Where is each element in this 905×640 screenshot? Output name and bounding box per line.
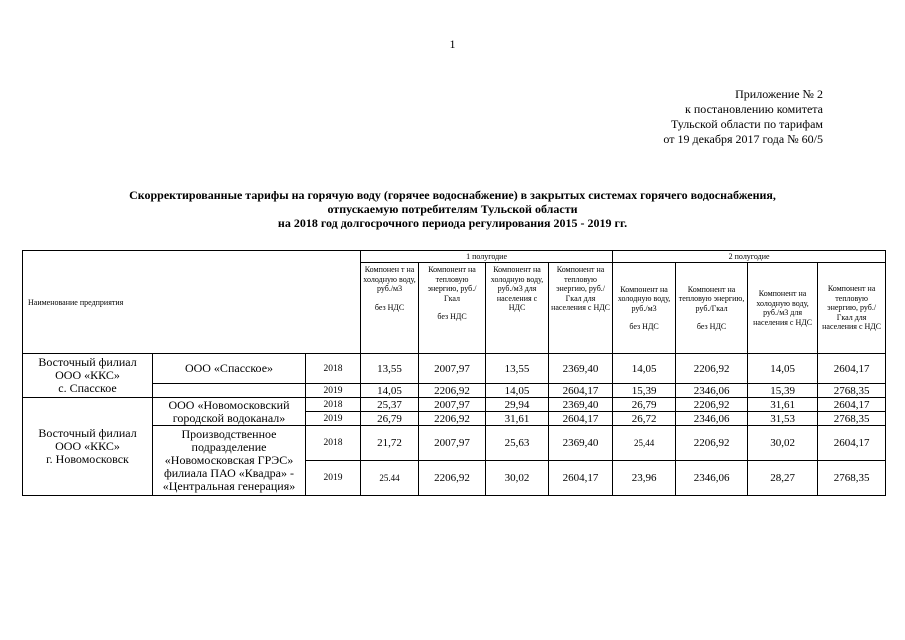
branch-line: Восточный филиал: [38, 355, 137, 369]
value-cell: 26,79: [613, 398, 676, 412]
h1-cold-water-pop-header: Компонент на холодную воду, руб./м3 для населения с НДС: [486, 263, 549, 354]
table-row: [23, 354, 886, 384]
header-text: Компонент на тепловую энергию, руб./Гкал: [678, 284, 745, 313]
header-note: без НДС: [437, 312, 467, 321]
value-cell: 2768,35: [818, 412, 886, 426]
value-cell: 30,02: [748, 426, 818, 461]
value-cell: 2206,92: [419, 461, 486, 496]
value-cell: 2007,97: [419, 354, 486, 384]
value-cell: 2768,35: [818, 384, 886, 398]
appendix-line: от 19 декабря 2017 года № 60/5: [663, 132, 823, 146]
value-cell: 29,94: [486, 398, 549, 412]
table-row: [23, 398, 886, 412]
first-half-header: 1 полугодие: [361, 251, 613, 263]
second-half-header: 2 полугодие: [613, 251, 886, 263]
value-cell: 26,72: [613, 412, 676, 426]
value-cell: 31,53: [748, 412, 818, 426]
subsidiary-line: «Центральная генерация»: [162, 479, 296, 493]
value-cell: 31,61: [486, 412, 549, 426]
h1-cold-water-header: [361, 263, 419, 354]
value-cell: 2369,40: [549, 426, 613, 461]
page-number: 1: [449, 37, 456, 51]
value-cell: 13,55: [361, 354, 419, 384]
table-row: [23, 426, 886, 461]
h2-heat-pop-header: Компонент на тепловую энергию, руб./Гкал для населения с НДС: [818, 263, 886, 354]
value-cell: 2206,92: [676, 398, 748, 412]
value-cell: 23,96: [613, 461, 676, 496]
value-cell: 2604,17: [818, 398, 886, 412]
value-cell: 25,37: [361, 398, 419, 412]
subsidiary-line: Производственное: [181, 427, 277, 441]
value-cell: 25,63: [486, 426, 549, 461]
branch-name: [23, 354, 153, 398]
subsidiary-name: [153, 426, 306, 496]
year-cell: 2019: [306, 412, 361, 426]
value-cell: 2768,35: [818, 461, 886, 496]
value-cell: 15,39: [748, 384, 818, 398]
value-cell: 2346,06: [676, 461, 748, 496]
appendix-line: Тульской области по тарифам: [670, 117, 823, 131]
value-cell: 26,79: [361, 412, 419, 426]
appendix-header: [663, 87, 823, 147]
header-text: Компонент на холодную воду, руб./м3: [617, 284, 671, 313]
branch-line: Восточный филиал: [38, 426, 137, 440]
value-cell: 2206,92: [419, 384, 486, 398]
value-cell: 2346,06: [676, 412, 748, 426]
subsidiary-line: филиала ПАО «Квадра» -: [163, 466, 295, 480]
title-line: отпускаемую потребителям Тульской области: [327, 202, 578, 216]
value-cell: 25,44: [613, 426, 676, 461]
year-cell: 2018: [306, 426, 361, 461]
subsidiary-line: городской водоканал»: [172, 410, 286, 425]
value-cell: 25.44: [361, 461, 419, 496]
subsidiary-line: «Новомосковская ГРЭС»: [164, 453, 294, 467]
value-cell: 2206,92: [676, 354, 748, 384]
value-cell: 2604,17: [818, 426, 886, 461]
branch-location: г. Новомосковск: [46, 452, 129, 466]
h2-cold-water-pop-header: Компонент на холодную воду, руб./м3 для населения с НДС: [748, 263, 818, 354]
year-cell: 2018: [306, 354, 361, 384]
branch-name: [23, 398, 153, 496]
value-cell: 14,05: [748, 354, 818, 384]
year-cell: 2019: [306, 384, 361, 398]
value-cell: 2007,97: [419, 426, 486, 461]
value-cell: 2206,92: [676, 426, 748, 461]
subsidiary-name-empty: [153, 384, 306, 398]
header-text: Компонен т на холодную воду, руб./м3: [363, 265, 416, 293]
value-cell: 14,05: [613, 354, 676, 384]
h1-heat-pop-header: Компонент на тепловую энергию, руб./Гкал для населения с НДС: [549, 263, 613, 354]
tariff-table: [22, 250, 886, 496]
value-cell: 2604,17: [549, 384, 613, 398]
branch-location: с. Спасское: [58, 381, 117, 395]
h1-heat-header: [419, 263, 486, 354]
h2-heat-header: [676, 263, 748, 354]
value-cell: 15,39: [613, 384, 676, 398]
company-name-header: Наименование предприятия: [23, 251, 361, 354]
header-note: без НДС: [629, 322, 659, 331]
value-cell: 21,72: [361, 426, 419, 461]
value-cell: 2346,06: [676, 384, 748, 398]
value-cell: 14,05: [361, 384, 419, 398]
value-cell: 2369,40: [549, 354, 613, 384]
value-cell: 2007,97: [419, 398, 486, 412]
subsidiary-line: ООО «Новомосковский: [168, 397, 290, 412]
value-cell: 2369,40: [549, 398, 613, 412]
header-note: без НДС: [374, 302, 405, 312]
title-line: на 2018 год долгосрочного периода регулирования 2015 - 2019 гг.: [277, 216, 628, 230]
value-cell: 2604,17: [549, 461, 613, 496]
branch-line: ООО «ККС»: [55, 439, 120, 453]
header-text: Компонент на тепловую энергию, руб./Гкал: [427, 265, 477, 303]
value-cell: 28,27: [748, 461, 818, 496]
value-cell: 31,61: [748, 398, 818, 412]
year-cell: 2018: [306, 398, 361, 412]
appendix-line: к постановлению комитета: [685, 102, 823, 116]
title-line: Скорректированные тарифы на горячую воду (горячее водоснабжение) в закрытых системах горячего водоснабжения,: [129, 188, 776, 202]
value-cell: 14,05: [486, 384, 549, 398]
value-cell: 2206,92: [419, 412, 486, 426]
appendix-line: Приложение № 2: [735, 87, 823, 101]
subsidiary-line: подразделение: [191, 440, 267, 454]
document-title: [0, 188, 905, 230]
value-cell: 2604,17: [818, 354, 886, 384]
subsidiary-name: ООО «Спасское»: [153, 354, 306, 384]
table-row: [23, 384, 886, 398]
value-cell: 30,02: [486, 461, 549, 496]
value-cell: 13,55: [486, 354, 549, 384]
subsidiary-name: [153, 398, 306, 426]
header-note: без НДС: [696, 322, 727, 331]
value-cell: 2604,17: [549, 412, 613, 426]
year-cell: 2019: [306, 461, 361, 496]
h2-cold-water-header: [613, 263, 676, 354]
branch-line: ООО «ККС»: [55, 368, 120, 382]
